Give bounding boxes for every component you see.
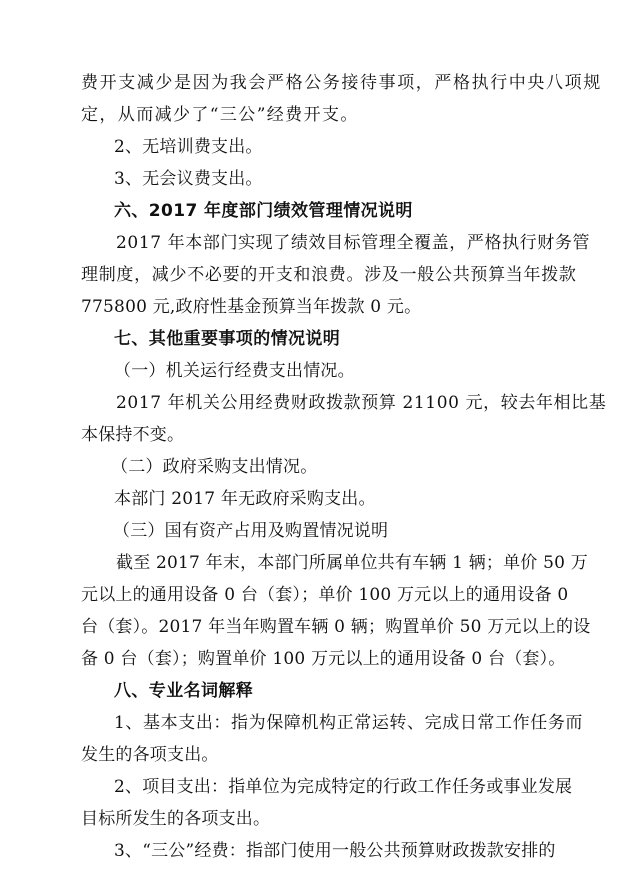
paragraph-line: 目标所发生的各项支出。 (81, 809, 271, 829)
paragraph-line: 费开支减少是因为我会严格公务接待事项，严格执行中央八项规 (81, 73, 602, 93)
subsection-heading: （三）国有资产占用及购置情况说明 (113, 521, 389, 541)
paragraph-line: 1、基本支出：指为保障机构正常运转、完成日常工作任务而 (114, 713, 584, 733)
list-item: 2、无培训费支出。 (114, 137, 263, 157)
paragraph-line: 台（套）。2017 年当年购置车辆 0 辆；购置单价 50 万元以上的设 (81, 617, 591, 637)
section-heading: 七、其他重要事项的情况说明 (114, 329, 341, 349)
paragraph-line: 元以上的通用设备 0 台（套）；单价 100 万元以上的通用设备 0 (81, 585, 569, 605)
section-heading: 八、专业名词解释 (114, 681, 254, 701)
subsection-heading: （二）政府采购支出情况。 (111, 457, 318, 477)
paragraph-line: 2、项目支出：指单位为完成特定的行政工作任务或事业发展 (114, 777, 573, 797)
paragraph-line: 备 0 台（套）；购置单价 100 万元以上的通用设备 0 台（套）。 (81, 649, 566, 669)
paragraph-line: 本部门 2017 年无政府采购支出。 (114, 489, 376, 509)
paragraph-line: 截至 2017 年末，本部门所属单位共有车辆 1 辆；单价 50 万 (116, 553, 588, 573)
subsection-heading: （一）机关运行经费支出情况。 (114, 361, 355, 381)
paragraph-line: 发生的各项支出。 (81, 745, 219, 765)
paragraph-line: 本保持不变。 (81, 425, 185, 445)
section-heading: 六、2017 年度部门绩效管理情况说明 (114, 201, 413, 221)
paragraph-line: 2017 年本部门实现了绩效目标管理全覆盖，严格执行财务管 (116, 233, 591, 253)
list-item: 3、无会议费支出。 (114, 169, 263, 189)
paragraph-line: 775800 元,政府性基金预算当年拨款 0 元。 (81, 297, 422, 317)
paragraph-line: 2017 年机关公用经费财政拨款预算 21100 元，较去年相比基 (116, 393, 607, 413)
paragraph-line: 3、“三公”经费：指部门使用一般公共预算财政拨款安排的 (114, 841, 556, 861)
paragraph-line: 理制度，减少不必要的开支和浪费。涉及一般公共预算当年拨款 (81, 265, 577, 285)
paragraph-line: 定，从而减少了“三公”经费开支。 (81, 105, 359, 125)
